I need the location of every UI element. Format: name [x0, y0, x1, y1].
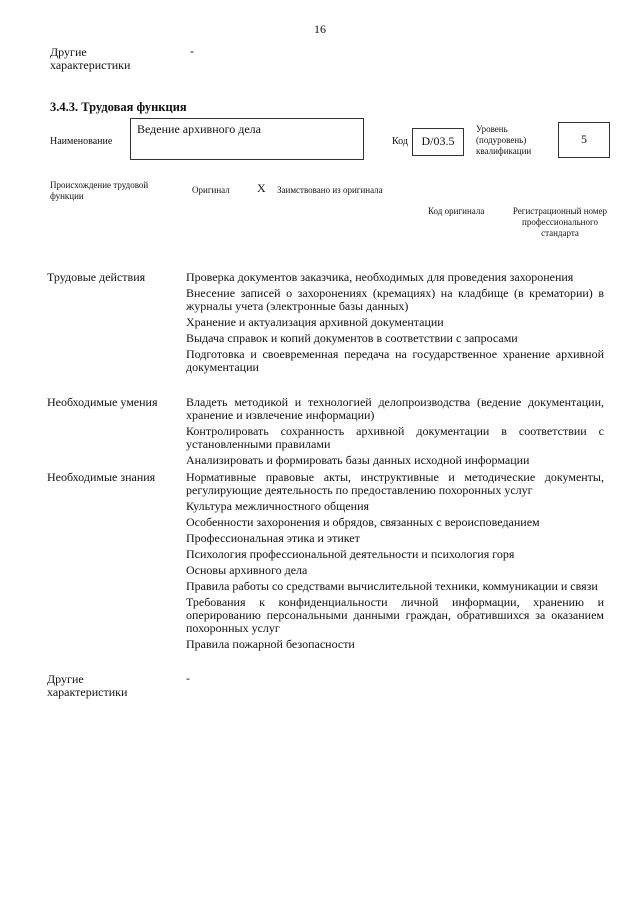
list-item: Требования к конфиденциальности личной информации, хранению и оперированию персональными данными граждан, обратившихся за оказанием похоронных услуг	[186, 595, 604, 635]
list-item: Правила пожарной безопасности	[186, 637, 355, 651]
original-label: Оригинал	[192, 185, 230, 195]
list-item: Выдача справок и копий документов в соответствии с запросами	[186, 331, 518, 345]
list-item: Психология профессиональной деятельности и психология горя	[186, 547, 515, 561]
section-title: 3.4.3. Трудовая функция	[50, 100, 187, 114]
list-item: Особенности захоронения и обрядов, связанных с вероисповеданием	[186, 515, 540, 529]
bottom-other-label: Другие характеристики	[47, 672, 128, 699]
list-item: Нормативные правовые акты, инструктивные и методические документы, регулирующие деятельность по предоставлению похоронных услуг	[186, 470, 604, 497]
actions-label: Трудовые действия	[47, 270, 146, 284]
list-item: Профессиональная этика и этикет	[186, 531, 360, 545]
function-name-box	[130, 118, 364, 160]
skills-list	[186, 396, 604, 470]
function-name: Ведение архивного дела	[137, 122, 261, 136]
top-other-value: -	[190, 44, 194, 58]
code-label: Код	[392, 136, 408, 147]
actions-list	[186, 271, 604, 377]
list-item: Правила работы со средствами вычислительной техники, коммуникации и связи	[186, 579, 598, 593]
list-item: Контролировать сохранность архивной документации в соответствии с установленными правилами	[186, 424, 604, 451]
list-item: Проверка документов заказчика, необходимых для проведения захоронения	[186, 270, 574, 284]
skills-label: Необходимые умения	[47, 395, 158, 409]
list-item: Подготовка и своевременная передача на государственное хранение архивной документации	[186, 347, 604, 374]
level-value: 5	[581, 132, 587, 146]
code-box	[412, 128, 464, 156]
top-other-label: Другие характеристики	[50, 45, 131, 72]
name-label: Наименование	[50, 136, 113, 147]
list-item: Анализировать и формировать базы данных исходной информации	[186, 453, 530, 467]
list-item: Основы архивного дела	[186, 563, 308, 577]
list-item: Культура межличностного общения	[186, 499, 370, 513]
knowledge-label: Необходимые знания	[47, 470, 156, 484]
origin-label: Происхождение трудовой функции	[50, 180, 149, 201]
code-original-label: Код оригинала	[428, 206, 485, 216]
original-mark: X	[257, 181, 266, 195]
reg-number-label: Регистрационный номер профессионального стандарта	[512, 206, 608, 238]
code-value: D/03.5	[421, 134, 455, 148]
list-item: Хранение и актуализация архивной документации	[186, 315, 444, 329]
list-item: Внесение записей о захоронениях (кремациях) на кладбище (в крематории) в журналы учета (электронные базы данных)	[186, 286, 604, 313]
knowledge-list	[186, 471, 604, 654]
level-box	[558, 122, 610, 158]
bottom-other-value: -	[186, 671, 190, 685]
borrowed-label: Заимствовано из оригинала	[277, 185, 383, 195]
page-number: 16	[314, 22, 326, 36]
level-label: Уровень (подуровень) квалификации	[476, 124, 532, 156]
list-item: Владеть методикой и технологией делопроизводства (ведение документации, хранение и извлечение информации)	[186, 395, 604, 422]
